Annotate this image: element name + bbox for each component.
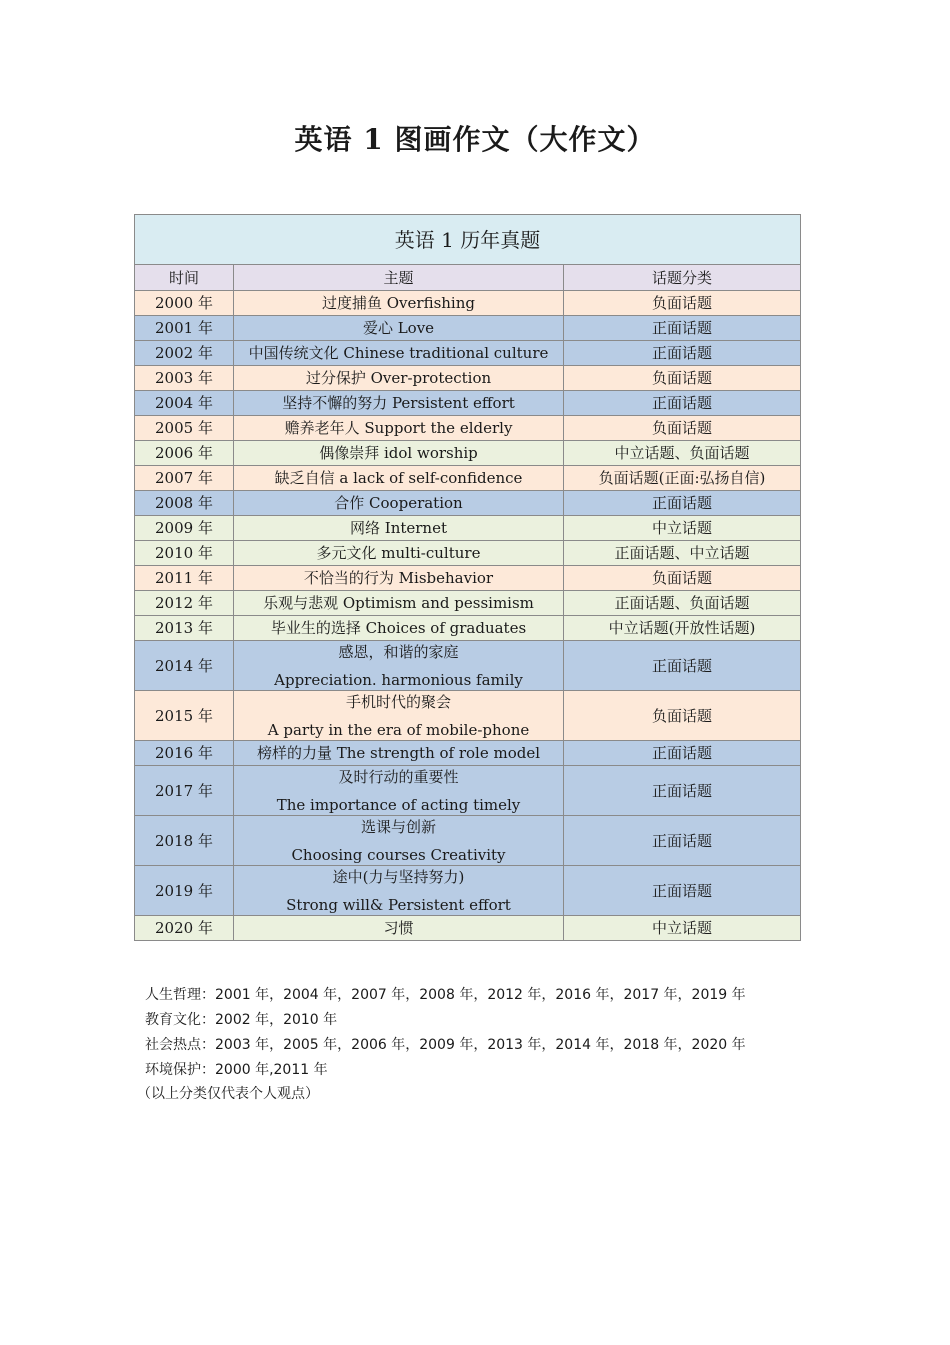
cell-year: 2018 年 — [135, 816, 234, 866]
table-row — [135, 491, 801, 516]
classification-notes — [137, 983, 746, 1105]
table-caption: 英语 1 历年真题 — [135, 215, 801, 265]
cell-category: 正面话题、中立话题 — [564, 541, 801, 566]
cell-category: 负面话题(正面:弘扬自信) — [564, 466, 801, 491]
cell-topic — [234, 766, 564, 816]
cell-topic: 乐观与悲观 Optimism and pessimism — [234, 591, 564, 616]
disclaimer: （以上分类仅代表个人观点） — [137, 1086, 319, 1102]
topic-chinese: 途中(力与坚持努力) — [332, 868, 465, 886]
table-row — [135, 641, 801, 691]
cell-category: 正面话题 — [564, 391, 801, 416]
topic-chinese: 及时行动的重要性 — [338, 768, 459, 786]
header-year: 时间 — [135, 265, 234, 291]
cell-topic: 榜样的力量 The strength of role model — [234, 741, 564, 766]
table-row — [135, 566, 801, 591]
cell-topic: 合作 Cooperation — [234, 491, 564, 516]
cell-topic — [234, 641, 564, 691]
cell-topic: 多元文化 multi-culture — [234, 541, 564, 566]
cell-category: 负面话题 — [564, 291, 801, 316]
cell-year: 2005 年 — [135, 416, 234, 441]
cell-year: 2011 年 — [135, 566, 234, 591]
cell-topic: 赡养老年人 Support the elderly — [234, 416, 564, 441]
table-row — [135, 316, 801, 341]
cell-topic: 习惯 — [234, 916, 564, 941]
table-row — [135, 866, 801, 916]
table-row — [135, 516, 801, 541]
cell-topic: 毕业生的选择 Choices of graduates — [234, 616, 564, 641]
cell-year: 2001 年 — [135, 316, 234, 341]
cell-year: 2008 年 — [135, 491, 234, 516]
cell-year: 2004 年 — [135, 391, 234, 416]
topic-english: The importance of acting timely — [276, 796, 521, 814]
exam-topics-table — [134, 214, 801, 941]
cell-category: 中立话题 — [564, 916, 801, 941]
cell-category: 中立话题、负面话题 — [564, 441, 801, 466]
cell-year: 2006 年 — [135, 441, 234, 466]
cell-year: 2010 年 — [135, 541, 234, 566]
table-row — [135, 391, 801, 416]
cell-year: 2000 年 — [135, 291, 234, 316]
cell-category: 正面话题、负面话题 — [564, 591, 801, 616]
cell-topic: 爱心 Love — [234, 316, 564, 341]
table-caption-row — [135, 215, 801, 265]
header-category: 话题分类 — [564, 265, 801, 291]
header-topic: 主题 — [234, 265, 564, 291]
cell-year: 2020 年 — [135, 916, 234, 941]
cell-category: 正面话题 — [564, 341, 801, 366]
table-row — [135, 816, 801, 866]
cell-year: 2017 年 — [135, 766, 234, 816]
table-row — [135, 591, 801, 616]
cell-category: 中立话题 — [564, 516, 801, 541]
cell-topic: 坚持不懈的努力 Persistent effort — [234, 391, 564, 416]
table-row — [135, 691, 801, 741]
cell-category: 正面话题 — [564, 816, 801, 866]
table-row — [135, 466, 801, 491]
table-row — [135, 291, 801, 316]
cell-category: 正面话题 — [564, 641, 801, 691]
cell-category: 负面话题 — [564, 366, 801, 391]
table-row — [135, 341, 801, 366]
cell-category: 正面语题 — [564, 866, 801, 916]
cell-year: 2002 年 — [135, 341, 234, 366]
table-row — [135, 541, 801, 566]
topic-chinese: 感恩，和谐的家庭 — [338, 643, 459, 661]
cell-topic — [234, 691, 564, 741]
cell-year: 2013 年 — [135, 616, 234, 641]
cell-category: 负面话题 — [564, 566, 801, 591]
cell-category: 正面话题 — [564, 491, 801, 516]
cell-year: 2015 年 — [135, 691, 234, 741]
cell-topic: 中国传统文化 Chinese traditional culture — [234, 341, 564, 366]
table-row — [135, 616, 801, 641]
cell-year: 2007 年 — [135, 466, 234, 491]
cell-topic: 缺乏自信 a lack of self-confidence — [234, 466, 564, 491]
cell-year: 2012 年 — [135, 591, 234, 616]
cell-year: 2019 年 — [135, 866, 234, 916]
table-row — [135, 441, 801, 466]
cell-topic — [234, 816, 564, 866]
cell-category: 正面话题 — [564, 766, 801, 816]
cell-topic: 过度捕鱼 Overfishing — [234, 291, 564, 316]
cell-year: 2003 年 — [135, 366, 234, 391]
note-life-philosophy: 人生哲理：2001 年，2004 年，2007 年，2008 年，2012 年，2016 年，2017 年，2019 年 — [145, 987, 746, 1003]
topic-chinese: 选课与创新 — [360, 818, 436, 836]
topic-english: Strong will& Persistent effort — [286, 896, 511, 914]
cell-topic — [234, 866, 564, 916]
note-environment: 环境保护：2000 年,2011 年 — [145, 1062, 328, 1078]
cell-year: 2009 年 — [135, 516, 234, 541]
cell-category: 正面话题 — [564, 741, 801, 766]
topic-english: Appreciation. harmonious family — [274, 671, 523, 689]
page-title: 英语 1 图画作文（大作文） — [294, 123, 656, 156]
cell-category: 中立话题(开放性话题) — [564, 616, 801, 641]
table-row — [135, 916, 801, 941]
cell-year: 2014 年 — [135, 641, 234, 691]
table-header-row — [135, 265, 801, 291]
topic-english: Choosing courses Creativity — [291, 846, 506, 864]
table-row — [135, 741, 801, 766]
cell-topic: 过分保护 Over-protection — [234, 366, 564, 391]
cell-topic: 不恰当的行为 Misbehavior — [234, 566, 564, 591]
topic-chinese: 手机时代的聚会 — [345, 693, 451, 711]
cell-topic: 网络 Internet — [234, 516, 564, 541]
cell-category: 负面话题 — [564, 691, 801, 741]
cell-topic: 偶像崇拜 idol worship — [234, 441, 564, 466]
note-social-hotspots: 社会热点：2003 年，2005 年，2006 年，2009 年，2013 年，2014 年，2018 年，2020 年 — [145, 1037, 746, 1053]
cell-category: 正面话题 — [564, 316, 801, 341]
cell-category: 负面话题 — [564, 416, 801, 441]
topic-english: A party in the era of mobile-phone — [267, 721, 530, 739]
table-row — [135, 366, 801, 391]
cell-year: 2016 年 — [135, 741, 234, 766]
table-row — [135, 416, 801, 441]
note-education-culture: 教育文化：2002 年，2010 年 — [145, 1012, 338, 1028]
table-row — [135, 766, 801, 816]
